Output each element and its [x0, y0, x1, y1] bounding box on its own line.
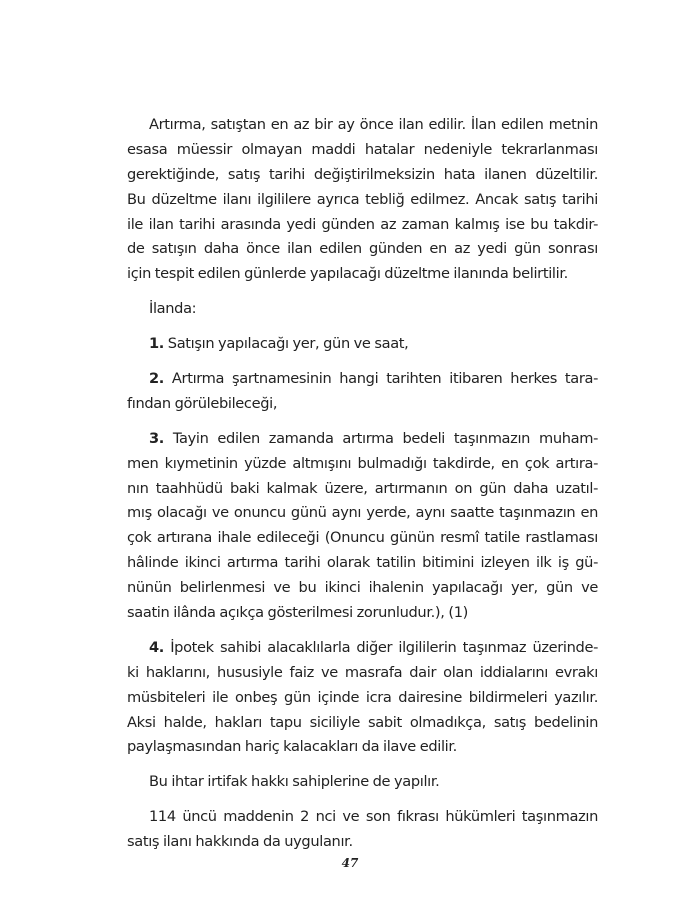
- text-line: [127, 477, 598, 502]
- paragraph: [127, 770, 598, 795]
- text-line: [127, 297, 598, 322]
- item-number: 3.: [149, 429, 164, 447]
- text-line: [127, 427, 598, 452]
- item-number: 2.: [149, 370, 164, 388]
- line-text: saatin ilânda açıkça gösterilmesi zorunludur.), (1): [127, 604, 468, 622]
- line-text: Tayin edilen zamanda artırma bedeli taşınmazın muham-: [172, 429, 598, 447]
- text-line: [127, 262, 598, 287]
- page-body: [127, 113, 598, 865]
- text-line: [127, 188, 598, 213]
- line-text: İlanda:: [149, 300, 197, 318]
- line-text: ile ilan tarihi arasında yedi günden az zaman kalmış ise bu takdir-: [127, 215, 598, 233]
- text-line: [127, 213, 598, 238]
- text-line: [127, 601, 598, 626]
- text-line: [127, 138, 598, 163]
- paragraph: [127, 636, 598, 760]
- line-text: nın taahhüdü baki kalmak üzere, artırmanın on gün daha uzatıl-: [127, 479, 598, 497]
- paragraph: [127, 805, 598, 855]
- line-text: esasa müessir olmayan maddi hatalar nedeniyle tekrarlanması: [127, 140, 598, 158]
- text-line: [127, 551, 598, 576]
- line-text: satış ilanı hakkında da uygulanır.: [127, 833, 353, 851]
- line-text: Artırma şartnamesinin hangi tarihten itibaren herkes tara-: [171, 370, 598, 388]
- text-line: [127, 661, 598, 686]
- paragraph: [127, 367, 598, 417]
- line-text: çok artırana ihale edileceği (Onuncu günün resmî tatile rastlaması: [127, 529, 598, 547]
- line-text: paylaşmasından hariç kalacakları da ilave edilir.: [127, 738, 457, 756]
- line-text: için tespit edilen günlerde yapılacağı düzeltme ilanında belirtilir.: [127, 265, 568, 283]
- text-line: [127, 735, 598, 760]
- line-text: ki haklarını, hususiyle faiz ve masrafa dair olan iddialarını evrakı: [127, 663, 598, 681]
- text-line: [127, 367, 598, 392]
- paragraph: [127, 427, 598, 626]
- text-line: [127, 830, 598, 855]
- text-line: [127, 576, 598, 601]
- text-line: [127, 711, 598, 736]
- text-line: [127, 686, 598, 711]
- line-text: gerektiğinde, satış tarihi değiştirilmeksizin hata ilanen düzeltilir.: [127, 165, 598, 183]
- text-line: [127, 163, 598, 188]
- line-text: Bu ihtar irtifak hakkı sahiplerine de yapılır.: [149, 773, 440, 791]
- line-text: İpotek sahibi alacaklılarla diğer ilgililerin taşınmaz üzerinde-: [170, 638, 598, 656]
- text-line: [127, 113, 598, 138]
- text-line: [127, 392, 598, 417]
- text-line: [127, 636, 598, 661]
- line-text: de satışın daha önce ilan edilen günden en az yedi gün sonrası: [127, 240, 598, 258]
- text-line: [127, 770, 598, 795]
- item-number: 1.: [149, 335, 164, 353]
- line-text: Aksi halde, hakları tapu siciliyle sabit olmadıkça, satış bedelinin: [127, 713, 598, 731]
- text-line: [127, 452, 598, 477]
- text-line: [127, 332, 598, 357]
- line-text: Artırma, satıştan en az bir ay önce ilan edilir. İlan edilen metnin: [149, 116, 598, 133]
- line-text: nünün belirlenmesi ve bu ikinci ihalenin yapılacağı yer, gün ve: [127, 579, 598, 597]
- text-line: [127, 237, 598, 262]
- paragraph: [127, 113, 598, 287]
- page-number: 47: [341, 856, 359, 870]
- text-line: [127, 501, 598, 526]
- line-text: men kıymetinin yüzde altmışını bulmadığı takdirde, en çok artıra-: [127, 454, 598, 472]
- line-text: müsbiteleri ile onbeş gün içinde icra dairesine bildirmeleri yazılır.: [127, 688, 598, 706]
- paragraph: [127, 332, 598, 357]
- line-text: Satışın yapılacağı yer, gün ve saat,: [167, 335, 409, 353]
- line-text: 114 üncü maddenin 2 nci ve son fıkrası hükümleri taşınmazın: [149, 808, 598, 826]
- item-number: 4.: [149, 638, 164, 656]
- line-text: fından görülebileceği,: [127, 394, 278, 412]
- paragraph: [127, 297, 598, 322]
- line-text: hâlinde ikinci artırma tarihi olarak tatilin bitimini izleyen ilk iş gü-: [127, 554, 598, 572]
- line-text: mış olacağı ve onuncu günü aynı yerde, aynı saatte taşınmazın en: [127, 504, 598, 522]
- line-text: Bu düzeltme ilanı ilgililere ayrıca tebliğ edilmez. Ancak satış tarihi: [127, 190, 598, 208]
- text-line: [127, 805, 598, 830]
- text-line: [127, 526, 598, 551]
